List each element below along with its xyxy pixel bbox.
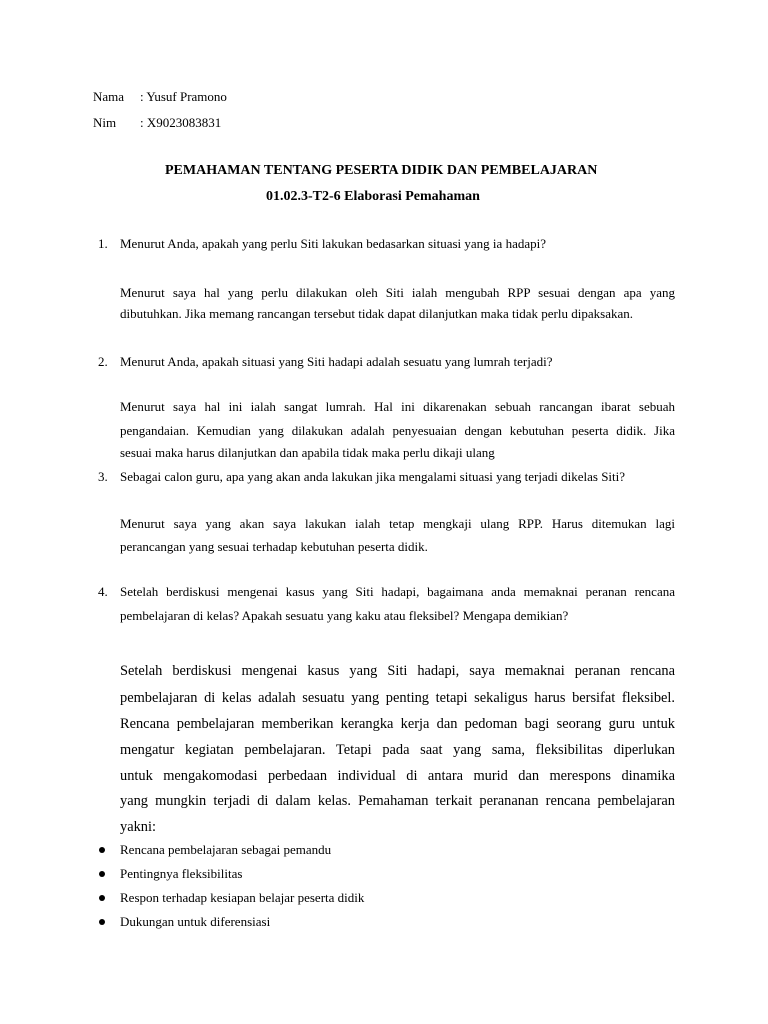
question-2-text: Menurut Anda, apakah situasi yang Siti hadapi adalah sesuatu yang lumrah terjadi? — [120, 354, 553, 369]
answer-2-line: Menurut saya hal ini ialah sangat lumrah. Hal ini dikarenakan sebuah rancangan ibarat sebuah — [120, 399, 675, 414]
answer-2-line: pengandaian. Kemudian yang dilakukan adalah penyesuaian dengan kebutuhan peserta didik. Jika — [120, 423, 675, 438]
nim-value: : X9023083831 — [140, 115, 222, 130]
answer-4-line: mengatur kegiatan pembelajaran. Tetapi pada saat yang sama, fleksibilitas diperlukan — [120, 742, 675, 758]
bullet-icon — [99, 919, 105, 925]
question-3-text: Sebagai calon guru, apa yang akan anda lakukan jika mengalami situasi yang terjadi dikelas Siti? — [120, 469, 626, 484]
bullet-icon — [99, 871, 105, 877]
answer-4-line: Setelah berdiskusi mengenai kasus yang Siti hadapi, saya memaknai peranan rencana — [120, 663, 675, 679]
bullet-item: Dukungan untuk diferensiasi — [120, 914, 271, 929]
name-value: : Yusuf Pramono — [140, 89, 227, 104]
answer-3-line: perancangan yang sesuai terhadap kebutuhan peserta didik. — [120, 539, 428, 554]
question-4-number: 4. — [98, 584, 108, 599]
answer-4-line: yang mungkin terjadi di dalam kelas. Pemahaman terkait perananan rencana pembelajaran — [120, 793, 675, 809]
answer-2-line: sesuai maka harus dilanjutkan dan apabila tidak maka perlu dikaji ulang — [120, 445, 495, 460]
bullet-item: Rencana pembelajaran sebagai pemandu — [120, 842, 332, 857]
answer-1-line: dibutuhkan. Jika memang rancangan tersebut tidak dapat dilanjutkan maka tidak perlu dipaksakan. — [120, 306, 633, 321]
answer-1-line: Menurut saya hal yang perlu dilakukan oleh Siti ialah mengubah RPP sesuai dengan apa yang — [120, 285, 675, 300]
bullet-item: Pentingnya fleksibilitas — [120, 866, 243, 881]
document-subtitle: 01.02.3-T2-6 Elaborasi Pemahaman — [266, 189, 480, 204]
bullet-icon — [99, 847, 105, 853]
name-label: Nama — [93, 89, 125, 104]
question-4-line: pembelajaran di kelas? Apakah sesuatu yang kaku atau fleksibel? Mengapa demikian? — [120, 608, 569, 623]
document-title: PEMAHAMAN TENTANG PESERTA DIDIK DAN PEMBELAJARAN — [165, 163, 598, 178]
answer-4-line: yakni: — [120, 819, 156, 835]
question-1-text: Menurut Anda, apakah yang perlu Siti lakukan bedasarkan situasi yang ia hadapi? — [120, 236, 546, 251]
answer-4-line: pembelajaran di kelas adalah sesuatu yang penting tetapi sekaligus harus bersifat fleksibel. — [120, 690, 675, 706]
answer-4-line: Rencana pembelajaran memberikan kerangka kerja dan pedoman bagi seorang guru untuk — [120, 716, 675, 732]
question-2-number: 2. — [98, 354, 108, 369]
question-3-number: 3. — [98, 469, 108, 484]
bullet-icon — [99, 895, 105, 901]
question-1-number: 1. — [98, 236, 108, 251]
question-4-line: Setelah berdiskusi mengenai kasus yang Siti hadapi, bagaimana anda memaknai peranan rencana — [120, 584, 675, 599]
answer-3-line: Menurut saya yang akan saya lakukan ialah tetap mengkaji ulang RPP. Harus ditemukan lagi — [120, 516, 675, 531]
bullet-item: Respon terhadap kesiapan belajar peserta didik — [120, 890, 365, 905]
nim-label: Nim — [93, 115, 117, 130]
answer-4-line: untuk mengakomodasi perbedaan individual di antara murid dan merespons dinamika — [120, 768, 675, 784]
